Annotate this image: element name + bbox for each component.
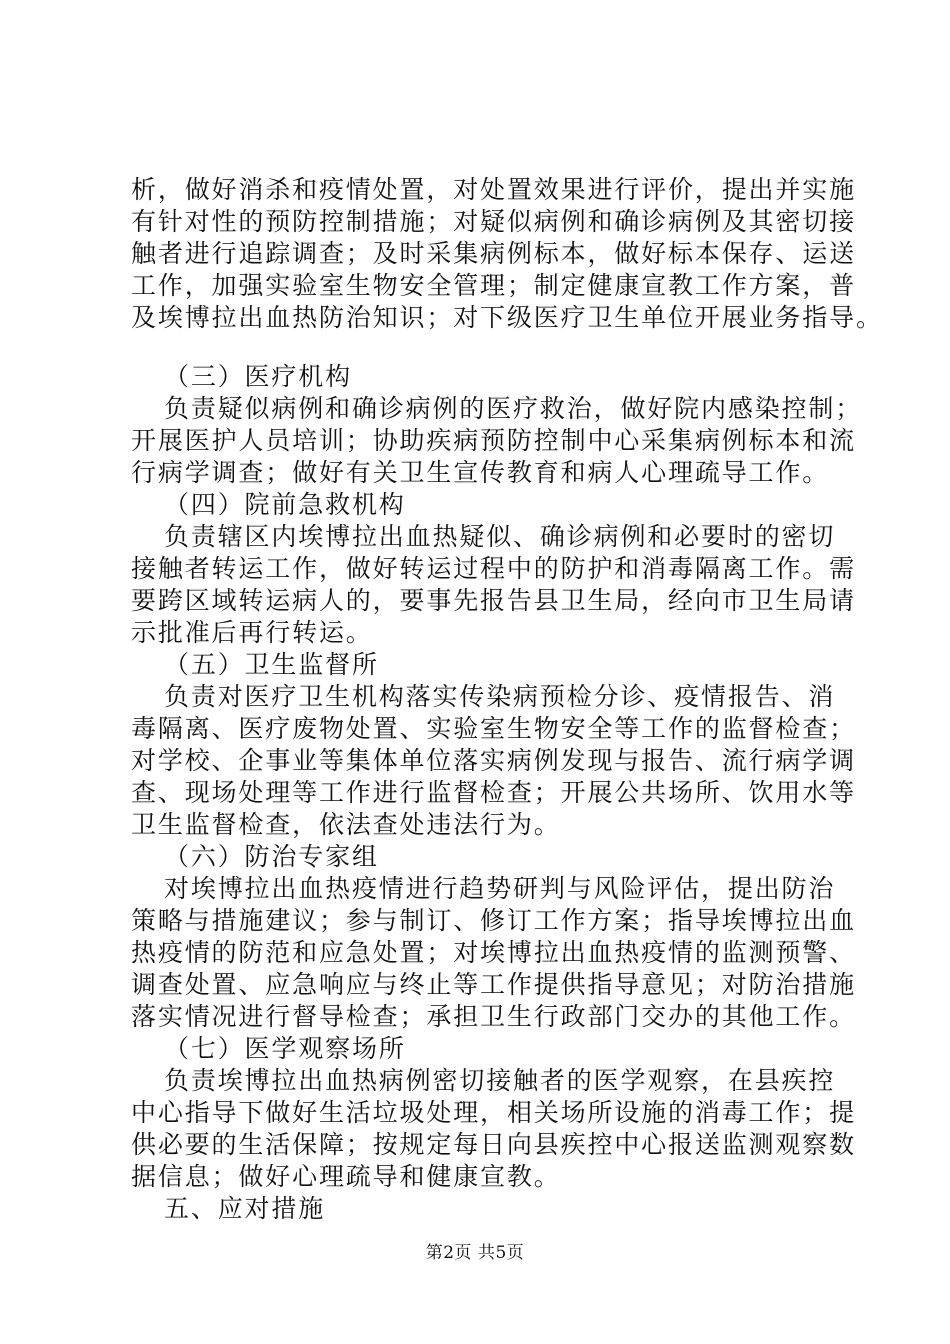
section-heading-medical-observation: （七）医学观察场所 [164,1034,406,1063]
paragraph-continuation [131,174,883,334]
text-line: 负责辖区内埃博拉出血热疑似、确诊病例和必要时的密切 [164,522,836,551]
paragraph-medical-institutions [131,393,863,489]
paragraph-expert-group [131,873,856,1033]
text-line: 毒隔离、医疗废物处置、实验室生物安全等工作的监督检查； [131,714,856,743]
text-line: 接触者转运工作，做好转运过程中的防护和消毒隔离工作。需 [131,554,856,583]
section-heading-prehospital-emergency: （四）院前急救机构 [164,490,406,519]
section-heading-medical-institutions: （三）医疗机构 [164,362,352,391]
section-heading-expert-group: （六）防治专家组 [164,842,379,871]
text-line: 要跨区域转运病人的，要事先报告县卫生局，经向市卫生局请 [131,586,856,615]
document-body [131,174,883,1225]
text-line: 供必要的生活保障；按规定每日向县疾控中心报送监测观察数 [131,1130,856,1159]
text-line: 及埃博拉出血热防治知识；对下级医疗卫生单位开展业务指导。 [131,303,883,332]
text-line: 对学校、企事业等集体单位落实病例发现与报告、流行病学调 [131,746,856,775]
text-line: 负责埃博拉出血热病例密切接触者的医学观察，在县疾控 [164,1066,836,1095]
text-line: 卫生监督检查，依法查处违法行为。 [131,810,561,839]
text-line: 落实情况进行督导检查；承担卫生行政部门交办的其他工作。 [131,1002,856,1031]
text-line: 热疫情的防范和应急处置；对埃博拉出血热疫情的监测预警、 [131,938,856,967]
text-line: 策略与措施建议；参与制订、修订工作方案；指导埃博拉出血 [131,906,856,935]
page-number-footer: 第2页 共5页 [425,1243,525,1263]
text-line: 开展医护人员培训；协助疾病预防控制中心采集病例标本和流 [131,426,856,455]
text-line: 调查处置、应急响应与终止等工作提供指导意见；对防治措施 [131,970,856,999]
text-line: 负责疑似病例和确诊病例的医疗救治，做好院内感染控制； [164,394,863,423]
paragraph-health-supervision [131,681,856,841]
section-heading-health-supervision: （五）卫生监督所 [164,650,379,679]
text-line: 示批准后再行转运。 [131,618,373,647]
text-line: 行病学调查；做好有关卫生宣传教育和病人心理疏导工作。 [131,458,830,487]
text-line: 中心指导下做好生活垃圾处理，相关场所设施的消毒工作；提 [131,1098,856,1127]
text-line: 析，做好消杀和疫情处置，对处置效果进行评价，提出并实施 [131,175,856,204]
text-line: 工作，加强实验室生物安全管理；制定健康宣教工作方案，普 [131,271,856,300]
paragraph-gap [131,334,831,361]
text-line: 据信息；做好心理疏导和健康宣教。 [131,1162,561,1191]
text-line: 有针对性的预防控制措施；对疑似病例和确诊病例及其密切接 [131,207,856,236]
text-line: 对埃博拉出血热疫情进行趋势研判与风险评估，提出防治 [164,874,836,903]
text-line: 触者进行追踪调查；及时采集病例标本，做好标本保存、运送 [131,239,856,268]
text-line: 负责对医疗卫生机构落实传染病预检分诊、疫情报告、消 [164,682,836,711]
paragraph-medical-observation [131,1065,856,1193]
paragraph-prehospital-emergency [131,521,856,649]
section-heading-response-measures: 五、应对措施 [164,1194,326,1223]
text-line: 查、现场处理等工作进行监督检查；开展公共场所、饮用水等 [131,778,856,807]
